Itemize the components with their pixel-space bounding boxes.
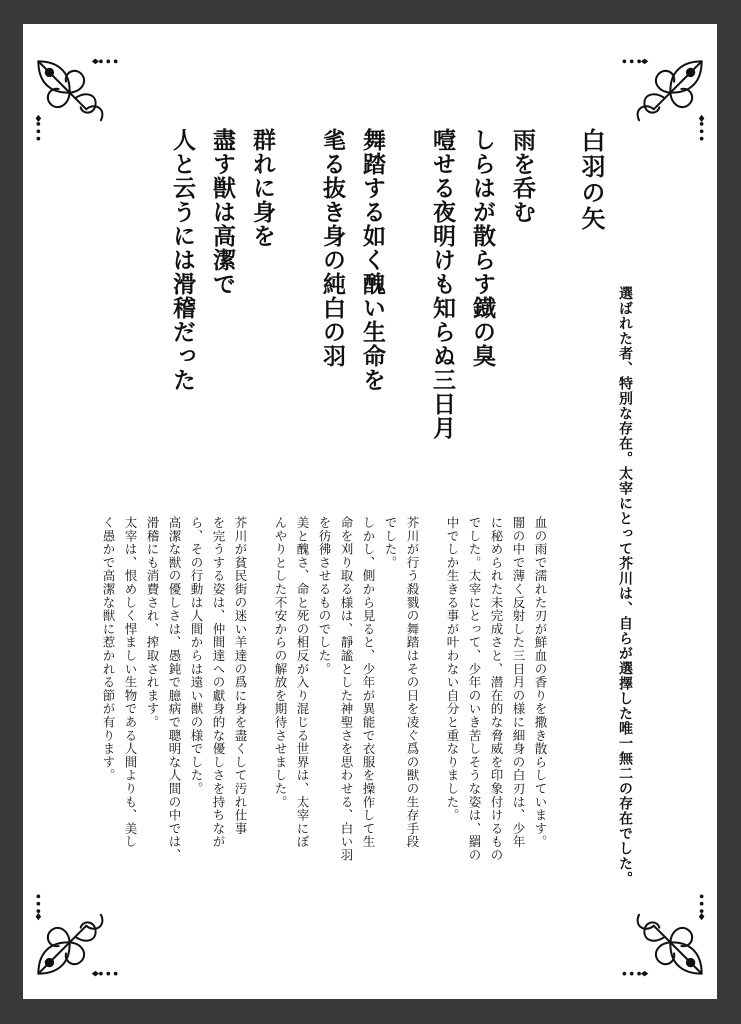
corner-ornament-bottom-left-icon <box>31 889 123 981</box>
corner-ornament-top-right-icon <box>617 54 709 146</box>
body-line: を彷彿させるものでした。 <box>317 516 332 676</box>
poem-line: 人と云うには滑稽だった <box>169 128 196 392</box>
body-line: 美と醜さ、命と死の相反が入り混じる世界は、太宰にぼ <box>295 516 310 849</box>
body-line: 高潔な獣の優しさは、愚鈍で臆病で聰明な人間の中では、 <box>167 516 182 862</box>
lead-text: 選ばれた者、特別な存在。太宰にとって芥川は、自らが選擇した唯一無二の存在でした。 <box>617 286 633 886</box>
poem-line: 舞踏する如く醜い生命を <box>359 128 386 392</box>
body-line: く愚かで高潔な獣に惹かれる節が有ります。 <box>101 516 116 782</box>
body-line: でした。太宰にとって、少年のいき苦しそうな姿は、羂の <box>467 516 482 862</box>
body-line: んやりとした不安からの解放を期待させました。 <box>273 516 288 809</box>
poem-line: 毟る抜き身の純白の羽 <box>319 128 346 368</box>
corner-ornament-bottom-right-icon <box>617 889 709 981</box>
body-line: 闇の中で薄く反射した三日月の様に細身の白刃は、少年 <box>511 516 526 849</box>
corner-ornament-top-left-icon <box>31 54 123 146</box>
body-line: 太宰は、恨めしく悍ましい生物である人間よりも、美し <box>123 516 138 849</box>
page-title: 白羽の矢 <box>577 128 606 232</box>
page <box>23 24 717 999</box>
body-line: 芥川が行う殺戮の舞踏はその日を凌ぐ爲の獣の生存手段 <box>405 516 420 849</box>
body-line: でした。 <box>383 516 398 570</box>
body-line: を完うする姿は、仲間達への獻身的な優しさを持ちなが <box>211 516 226 849</box>
body-line: 滑稽にも消費され、搾取されます。 <box>145 516 160 729</box>
body-line: しかし、側から見ると、少年が異能で衣服を操作して生 <box>361 516 376 849</box>
poem-line: 群れに身を <box>249 128 276 248</box>
poem-line: 雨を呑む <box>509 128 536 224</box>
body-line: 血の雨で濡れた刃が鮮血の香りを撒き散らしています。 <box>533 516 548 849</box>
poem-line: 噎せる夜明けも知らぬ三日月 <box>429 128 456 440</box>
poem-line: しらはが散らす鐡の臭 <box>469 128 496 368</box>
body-line: 命を刈り取る様は、靜謐とした神聖さを思わせる、白い羽 <box>339 516 354 862</box>
poem-line: 盡す獣は高潔で <box>209 128 236 296</box>
body-line: 芥川が貧民街の迷い羊達の爲に身を盡くして汚れ仕事 <box>233 516 248 836</box>
body-line: ら、その行動は人間からは遠い獣の様でした。 <box>189 516 204 796</box>
body-line: に秘められた未完成さと、潜在的な脅威を印象付けるもの <box>489 516 504 862</box>
body-line: 中でしか生きる事が叶わない自分と重なりました。 <box>445 516 460 822</box>
